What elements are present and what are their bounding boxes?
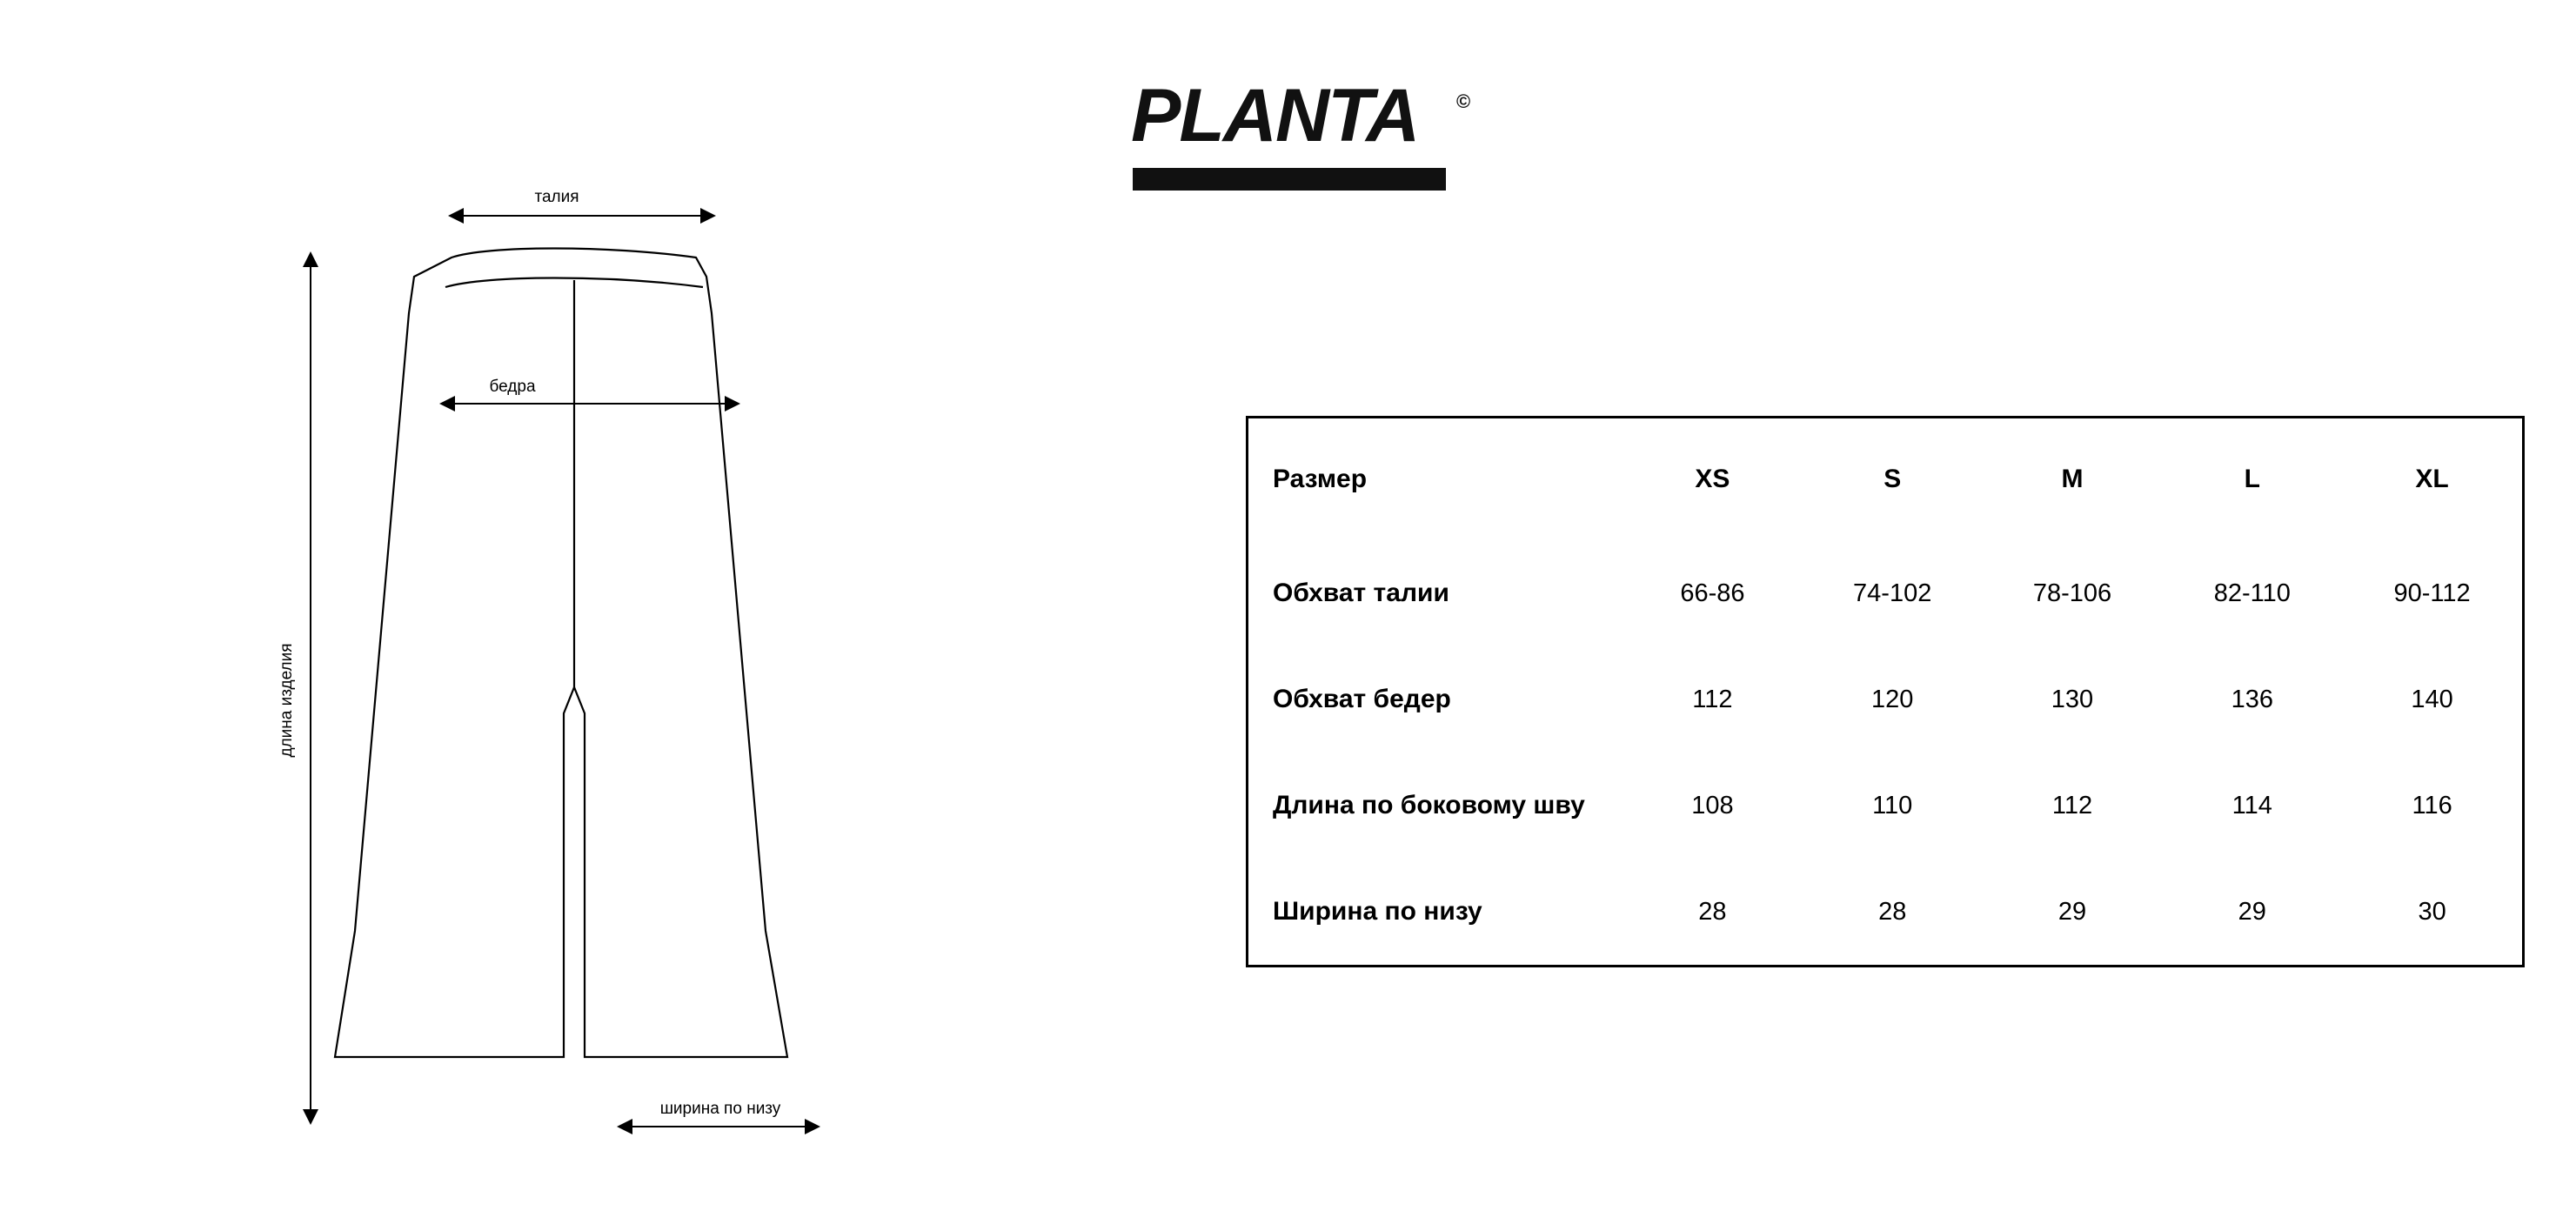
length-dimension-label: длина изделия xyxy=(278,643,296,758)
cell-waist-xs: 66-86 xyxy=(1680,579,1745,607)
table-header-row xyxy=(1248,418,2522,540)
cell-hips-xs: 112 xyxy=(1692,685,1733,713)
cell-bottom-m: 29 xyxy=(2057,897,2087,926)
cell-bottom-xl: 30 xyxy=(2418,897,2446,926)
row-label-hip-girth: Обхват бедер xyxy=(1273,685,1451,713)
header-cell-measure: Размер xyxy=(1273,465,1368,493)
garment-outline xyxy=(335,249,787,1058)
row-label-waist-girth: Обхват талии xyxy=(1273,579,1449,607)
cell-length-xs: 108 xyxy=(1691,791,1734,820)
cell-waist-m: 78-106 xyxy=(2032,579,2112,607)
cell-hips-m: 130 xyxy=(2051,685,2094,713)
table-row xyxy=(1248,753,2522,859)
brand-underline-bar xyxy=(1133,168,1446,191)
cell-bottom-s: 28 xyxy=(1878,897,1907,926)
size-chart-table-container xyxy=(1246,416,2525,967)
copyright-icon: © xyxy=(1456,90,1471,112)
row-label-bottom-width: Ширина по низу xyxy=(1273,897,1482,926)
cell-waist-l: 82-110 xyxy=(2213,579,2291,607)
cell-length-l: 114 xyxy=(2231,791,2272,820)
cell-length-s: 110 xyxy=(1872,791,1913,820)
header-cell-xs: XS xyxy=(1695,465,1730,493)
cell-waist-xl: 90-112 xyxy=(2393,579,2471,607)
header-cell-m: M xyxy=(2061,465,2084,493)
table-row xyxy=(1248,859,2522,965)
size-chart-table xyxy=(1248,418,2522,965)
cell-waist-s: 74-102 xyxy=(1853,579,1932,607)
table-row xyxy=(1248,646,2522,753)
brand-wordmark: PLANTA xyxy=(1131,74,1419,157)
header-cell-s: S xyxy=(1883,465,1902,493)
row-label-side-seam-length: Длина по боковому шву xyxy=(1273,791,1585,820)
table-row xyxy=(1248,540,2522,646)
cell-hips-s: 120 xyxy=(1871,685,1914,713)
waist-dimension-label: талия xyxy=(534,188,579,206)
bottom-width-dimension-label: ширина по низу xyxy=(659,1100,781,1118)
cell-length-xl: 116 xyxy=(2412,791,2452,820)
cell-bottom-xs: 28 xyxy=(1698,897,1727,926)
cell-hips-l: 136 xyxy=(2231,685,2273,713)
header-cell-xl: XL xyxy=(2415,465,2449,493)
cell-hips-xl: 140 xyxy=(2411,685,2453,713)
header-cell-l: L xyxy=(2244,465,2260,493)
cell-bottom-l: 29 xyxy=(2238,897,2266,926)
brand-logo xyxy=(1131,74,1514,217)
cell-length-m: 112 xyxy=(2051,791,2093,820)
technical-drawing-panel xyxy=(0,0,1131,1231)
hips-dimension-label: бедра xyxy=(489,378,536,396)
trousers-technical-sketch xyxy=(0,0,1131,1231)
